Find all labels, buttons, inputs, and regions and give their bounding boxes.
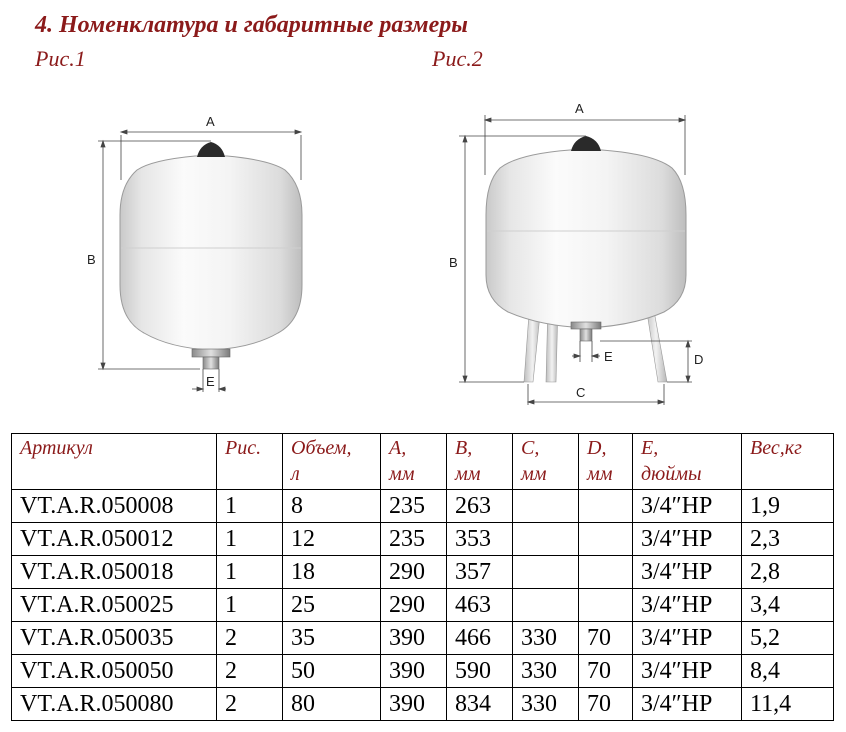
table-cell: 3/4″HP (633, 490, 742, 523)
table-cell: 2 (217, 622, 283, 655)
table-body (12, 490, 834, 721)
table-cell: 466 (447, 622, 513, 655)
table-cell: 8 (283, 490, 381, 523)
fig2-dim-d-label: D (694, 352, 704, 367)
column-header-title: Вес,кг (750, 437, 802, 459)
table-cell: 3/4″HP (633, 688, 742, 721)
table-cell: 70 (579, 688, 633, 721)
table-row (12, 523, 834, 556)
table-cell (579, 556, 633, 589)
fig1-tank (120, 142, 302, 369)
table-cell: 3,4 (742, 589, 834, 622)
fig2-dim-b-label: B (449, 255, 458, 270)
column-header (12, 434, 217, 490)
table-cell: 290 (381, 589, 447, 622)
table-cell: 330 (513, 688, 579, 721)
fig1-dim-e-label: E (206, 374, 215, 389)
table-cell: 263 (447, 490, 513, 523)
table-cell (513, 556, 579, 589)
column-header (381, 434, 447, 490)
column-header-unit: дюймы (641, 463, 702, 485)
table-cell: 1,9 (742, 490, 834, 523)
column-header-title: Объем, (291, 437, 352, 459)
column-header-title: Рис. (225, 437, 262, 459)
table-cell: 1 (217, 490, 283, 523)
table-cell: 590 (447, 655, 513, 688)
table-row (12, 622, 834, 655)
table-cell: 330 (513, 655, 579, 688)
table-cell: 5,2 (742, 622, 834, 655)
column-header (217, 434, 283, 490)
column-header (513, 434, 579, 490)
table-cell: 70 (579, 622, 633, 655)
section-heading: 4. Номенклатура и габаритные размеры (35, 12, 468, 38)
fig2-dim-c (528, 384, 664, 405)
table-row (12, 490, 834, 523)
table-cell: VT.A.R.050008 (12, 490, 217, 523)
table-cell: 35 (283, 622, 381, 655)
column-header-title: A, (389, 437, 407, 459)
table-cell: 330 (513, 622, 579, 655)
fig1-dim-a-label: A (206, 114, 215, 129)
table-cell: 2,8 (742, 556, 834, 589)
table-row (12, 556, 834, 589)
table-cell: 2 (217, 688, 283, 721)
column-header-unit: мм (521, 463, 547, 485)
table-cell: VT.A.R.050012 (12, 523, 217, 556)
column-header-unit: мм (455, 463, 481, 485)
column-header-title: D, (587, 437, 607, 459)
column-header-title: Артикул (20, 437, 93, 459)
table-cell: 70 (579, 655, 633, 688)
table-cell (513, 523, 579, 556)
table-row (12, 688, 834, 721)
table-cell: 353 (447, 523, 513, 556)
column-header (447, 434, 513, 490)
table-cell (579, 523, 633, 556)
table-cell: VT.A.R.050035 (12, 622, 217, 655)
table-cell (513, 490, 579, 523)
table-row (12, 589, 834, 622)
column-header (742, 434, 834, 490)
fig2-dim-d (600, 341, 692, 382)
column-header (283, 434, 381, 490)
fig1-label: Рис.1 (35, 46, 86, 71)
column-header-unit: мм (389, 463, 415, 485)
table-cell: VT.A.R.050025 (12, 589, 217, 622)
column-header (579, 434, 633, 490)
nomenclature-table (11, 433, 834, 721)
fig2-dim-a-label: A (575, 101, 584, 116)
table-cell (579, 589, 633, 622)
table-cell: 1 (217, 556, 283, 589)
table-cell: VT.A.R.050018 (12, 556, 217, 589)
table-header-row (12, 434, 834, 490)
column-header-title: B, (455, 437, 473, 459)
fig2-dim-c-label: C (576, 385, 586, 400)
table-cell: 235 (381, 490, 447, 523)
column-header-unit: л (291, 463, 300, 485)
table-cell: 50 (283, 655, 381, 688)
table-cell: 11,4 (742, 688, 834, 721)
table-cell: 3/4″HP (633, 523, 742, 556)
table-cell: 3/4″HP (633, 622, 742, 655)
table-cell: 2 (217, 655, 283, 688)
table-cell: 390 (381, 655, 447, 688)
table-cell: 834 (447, 688, 513, 721)
table-cell: 3/4″HP (633, 556, 742, 589)
table-cell: 18 (283, 556, 381, 589)
fig2-tank (486, 136, 686, 382)
table-cell: 1 (217, 523, 283, 556)
table-cell: 390 (381, 622, 447, 655)
table-row (12, 655, 834, 688)
table-cell: 357 (447, 556, 513, 589)
table-cell (579, 490, 633, 523)
table-cell: VT.A.R.050050 (12, 655, 217, 688)
table-cell: 390 (381, 688, 447, 721)
table-cell: 235 (381, 523, 447, 556)
table-cell: 290 (381, 556, 447, 589)
table-cell: 12 (283, 523, 381, 556)
table-cell: 463 (447, 589, 513, 622)
table-cell (513, 589, 579, 622)
column-header-title: C, (521, 437, 540, 459)
column-header (633, 434, 742, 490)
column-header-unit: мм (587, 463, 613, 485)
column-header-title: E, (641, 437, 659, 459)
fig2-dim-e-label: E (604, 349, 613, 364)
fig1-dim-b-label: B (87, 252, 96, 267)
table-cell: 3/4″HP (633, 589, 742, 622)
table-cell: 1 (217, 589, 283, 622)
table-cell: 25 (283, 589, 381, 622)
table-cell: 8,4 (742, 655, 834, 688)
table-cell: 80 (283, 688, 381, 721)
table-cell: 2,3 (742, 523, 834, 556)
fig2-dim-e (572, 341, 600, 362)
table-cell: 3/4″HP (633, 655, 742, 688)
table-cell: VT.A.R.050080 (12, 688, 217, 721)
fig2-label: Рис.2 (432, 46, 483, 71)
